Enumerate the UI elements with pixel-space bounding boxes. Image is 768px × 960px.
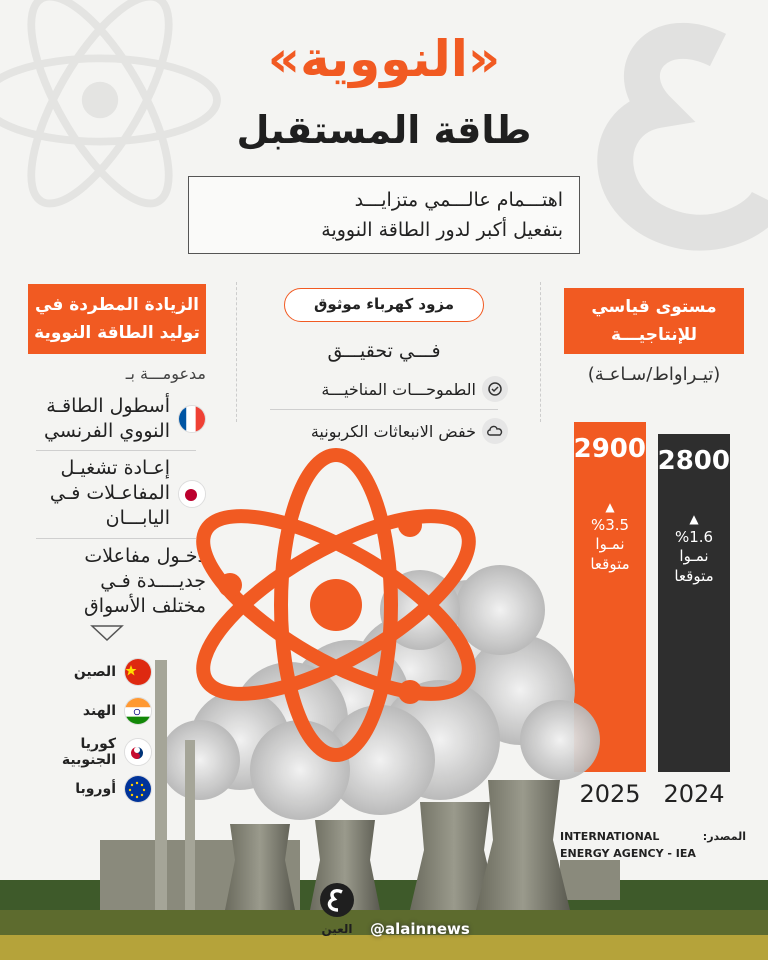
column-divider [540, 282, 541, 422]
climate-icon [482, 376, 508, 402]
growth-heading-line-2: توليد الطاقة النووية [34, 323, 200, 343]
page-subtitle: طاقة المستقبل [236, 108, 532, 152]
bar-year-label: 2025 [579, 780, 641, 808]
bar-year-label: 2024 [663, 780, 725, 808]
source-line-2: ENERGY AGENCY - IEA [560, 847, 696, 860]
page-title: «النووية» [267, 30, 501, 88]
supplier-pill: مزود كهرباء موثوق [284, 288, 484, 322]
country-china [40, 658, 152, 686]
bar-value: 2900 [573, 434, 646, 464]
source-line-1: INTERNATIONAL [560, 830, 660, 843]
column-divider [236, 282, 237, 422]
intro-box [188, 176, 580, 254]
growth-item-line: إعـادة تشغيـل [60, 457, 170, 479]
india-flag-icon [124, 697, 152, 725]
supplier-subtitle: فـــي تحقيـــق [327, 340, 441, 362]
supplier-item [262, 372, 508, 406]
eu-flag-icon [124, 775, 152, 803]
china-flag-icon [124, 658, 152, 686]
bar-note: نمـوا [679, 547, 709, 565]
country-name: الصين [73, 664, 116, 680]
country-india [40, 697, 152, 725]
country-name: الهند [82, 703, 116, 719]
country-south-korea [40, 736, 152, 768]
bar-value: 2800 [657, 446, 730, 476]
bar-growth: %3.5 [590, 516, 630, 534]
growth-item-line: اليابـــان [105, 507, 170, 529]
supported-by-label: مدعومـــة بـ [125, 364, 206, 383]
growth-heading [28, 284, 206, 354]
up-arrow-icon: ▲ [605, 500, 615, 514]
growth-item-line: أسطول الطاقـة [46, 395, 170, 417]
growth-item-line: النووي الفرنسي [44, 420, 170, 442]
intro-line-1: اهتـــمام عالـــمي متزايـــد [354, 189, 563, 211]
intro-line-2: بتفعيل أكبر لدور الطاقة النووية [321, 219, 563, 241]
country-name: كوريا الجنوبية [61, 736, 116, 768]
source-label: المصدر: [702, 830, 746, 843]
supplier-item-label: خفض الانبعاثات الكربونية [310, 421, 476, 441]
growth-item-france [28, 394, 206, 444]
production-unit: (تيـراواط/سـاعـة) [587, 364, 721, 385]
country-europe [40, 775, 152, 803]
bar-growth: %1.6 [674, 528, 714, 546]
south-korea-flag-icon [124, 738, 152, 766]
growth-item-line: مختلف الأسواق [83, 595, 206, 617]
brand-logo-text: العين [321, 922, 353, 936]
bar-note: نمـوا [595, 535, 625, 553]
country-name: أوروبا [75, 781, 116, 797]
supplier-item-label: الطموحـــات المناخيـــة [321, 379, 476, 399]
france-flag-icon [178, 405, 206, 433]
production-heading [564, 288, 744, 354]
bar-note: متوقعا [674, 567, 714, 585]
growth-item-line: دخـول مفاعلات [84, 545, 206, 567]
up-arrow-icon: ▲ [689, 512, 699, 526]
growth-item-line: المفاعـلات فـي [49, 482, 170, 504]
production-heading-line-1: مستوى قياسي [591, 297, 717, 317]
growth-item-line: جديــــدة فـي [100, 570, 206, 592]
social-handle: @alainnews [370, 920, 470, 938]
bar-note: متوقعا [590, 555, 630, 573]
production-heading-line-2: للإنتاجيـــة [611, 325, 697, 345]
growth-heading-line-1: الزيادة المطردة في [35, 295, 199, 315]
supplier-separator [270, 409, 498, 410]
